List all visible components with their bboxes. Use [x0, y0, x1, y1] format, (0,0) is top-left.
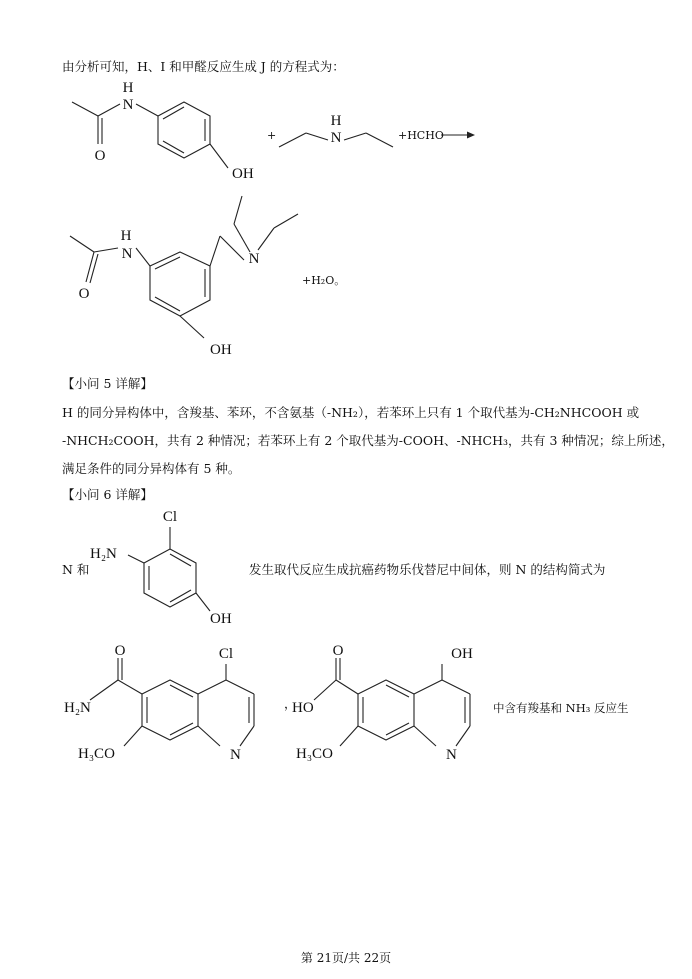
acid-quinoline-n-label: N: [446, 747, 457, 763]
acid-ho-label: HO: [292, 700, 314, 716]
product-bonds: [70, 196, 298, 338]
acetaminophen-structure: [60, 78, 275, 186]
phenol-oh-label: OH: [210, 611, 232, 627]
chloro-label: Cl: [162, 509, 178, 525]
amide-h-label: H: [120, 228, 132, 244]
diethylamine-structure: [276, 110, 398, 154]
quinoline-n-label: N: [230, 747, 241, 763]
aminochlorophenol-structure: [84, 505, 259, 635]
hydroxyquinoline-acid-structure: [290, 642, 495, 772]
amide-nh2-label: H₂N: [64, 700, 91, 716]
hydroxyl-label: OH: [232, 166, 254, 182]
product-oh-label: OH: [210, 342, 232, 358]
hcho-term: +HCHO: [398, 129, 444, 142]
water-term: +H₂O。: [302, 274, 346, 287]
nh-n-label: N: [122, 97, 134, 113]
acid-methoxy-label: H₃CO: [296, 746, 333, 762]
methoxy-label: H₃CO: [78, 746, 115, 762]
tertiary-n-label: N: [248, 251, 260, 267]
q5-heading: 【小问 5 详解】: [62, 376, 153, 391]
hydroxyquinoline-bonds: [314, 658, 470, 746]
chloroquinoline-amide-structure: [60, 642, 280, 772]
page-footer: 第 21页/共 22页: [300, 951, 392, 965]
chloroquinoline-bonds: [90, 658, 254, 746]
q6-heading: 【小问 6 详解】: [62, 487, 153, 502]
amide-o-label: O: [78, 286, 90, 302]
acid-carbonyl-o-label: O: [332, 643, 344, 659]
amino-label: H₂N: [90, 546, 117, 562]
comma: ，: [284, 696, 297, 711]
q5-line-1: H 的同分异构体中，含羧基、苯环，不含氨基（-NH₂），若苯环上只有 1 个取代基为-CH₂NHCOOH 或: [62, 405, 640, 420]
quinoline-cl-label: Cl: [218, 646, 234, 662]
tail-text: 中含有羧基和 NH₃ 反应生: [493, 701, 629, 715]
q5-line-3: 满足条件的同分异构体有 5 种。: [62, 461, 241, 476]
aminochlorophenol-bonds: [128, 527, 210, 611]
reaction-arrow: [441, 130, 475, 140]
product-j-structure: [60, 186, 310, 362]
quinoline-oh-label: OH: [451, 646, 473, 662]
reaction-description: 发生取代反应生成抗癌药物乐伐替尼中间体，则 N 的结构简式为: [249, 562, 606, 577]
nh-h-label: H: [122, 80, 134, 96]
amine-h-label: H: [330, 113, 342, 129]
n-and-text: N 和: [62, 562, 90, 577]
amide-n-label: N: [121, 246, 133, 262]
carbonyl-o-label: O: [94, 148, 106, 164]
amide-carbonyl-o-label: O: [114, 643, 126, 659]
intro-sentence: 由分析可知，H、I 和甲醛反应生成 J 的方程式为：: [62, 59, 345, 74]
q5-line-2: -NHCH₂COOH，共有 2 种情况；若苯环上有 2 个取代基为-COOH、-NHCH₃，共有 3 种情况；综上所述，: [62, 433, 674, 448]
amine-n-label: N: [330, 130, 342, 146]
plus-sign: +: [267, 129, 277, 142]
